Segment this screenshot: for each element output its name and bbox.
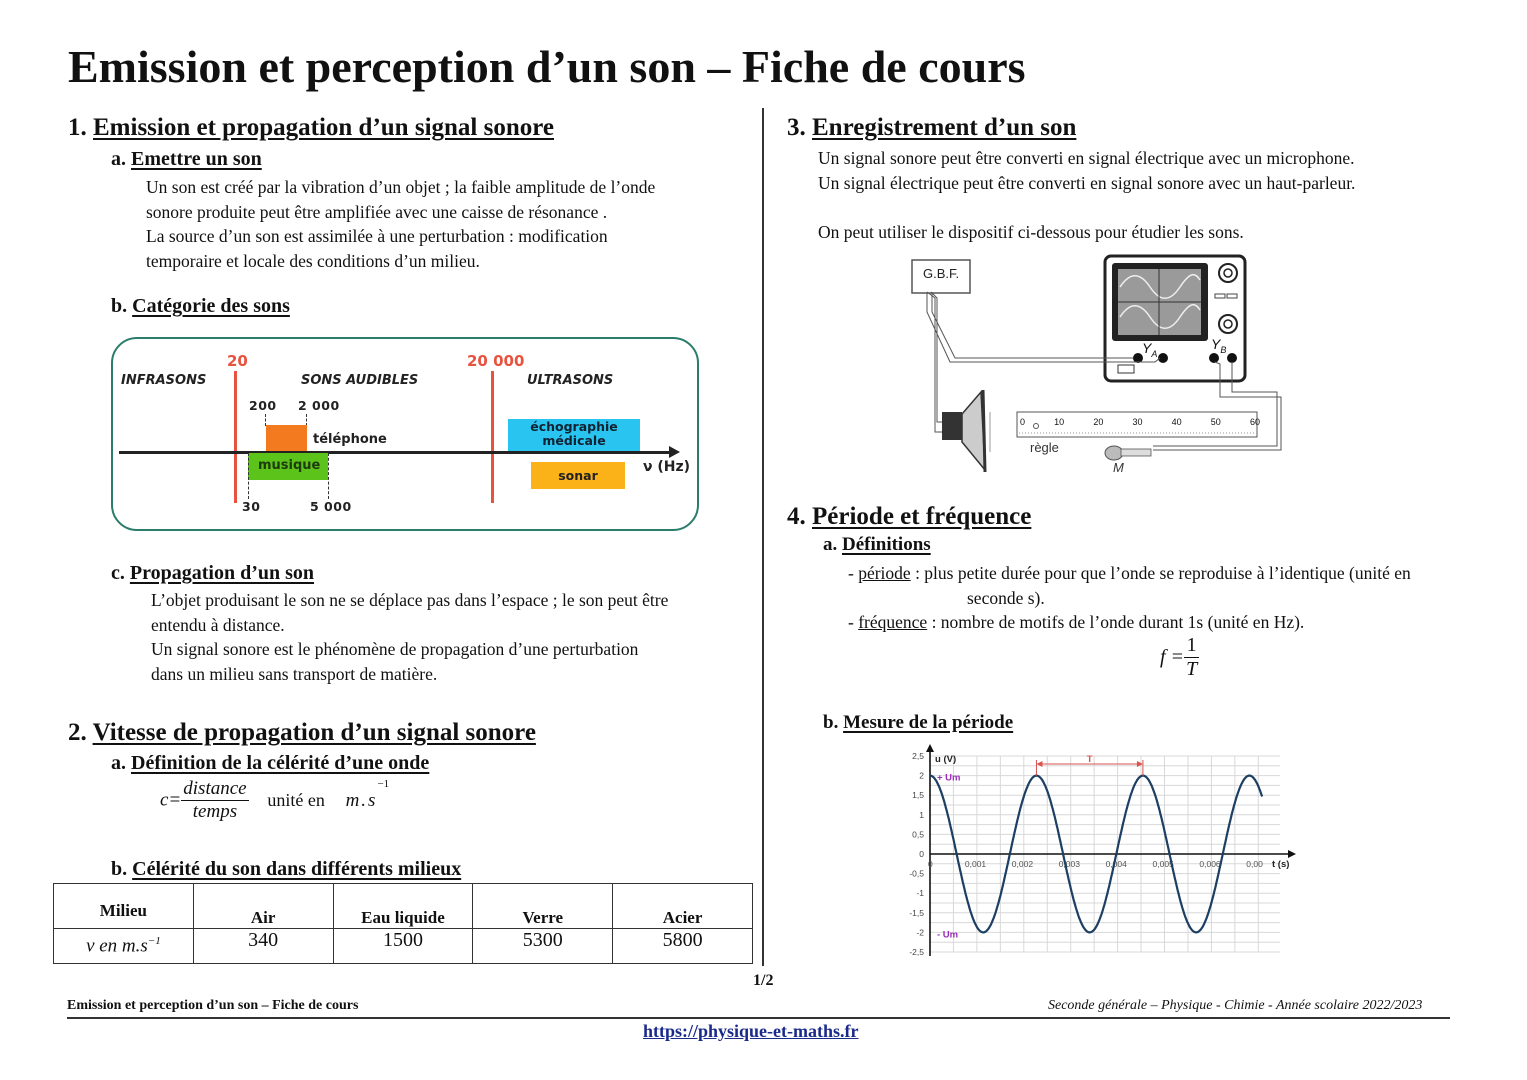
mus-high-label: 5 000	[310, 499, 352, 514]
axis-arrow-icon	[669, 446, 680, 458]
musique-label: musique	[258, 458, 321, 473]
frequency-axis	[119, 451, 671, 454]
celerity-formula: c= $\frac{\text{distance}}{\text{temps}}$ unité en $m.s^{-1}$	[160, 778, 390, 823]
ruler-ticks: 0 10 20 30 40 50 60	[1020, 417, 1260, 427]
limit-low-line	[234, 371, 237, 503]
section-2-heading: 2. Vitesse de propagation d’un signal sonore	[68, 719, 536, 746]
svg-text:0,002: 0,002	[1011, 859, 1034, 869]
table-row	[54, 929, 753, 964]
svg-text:2,5: 2,5	[912, 751, 924, 761]
svg-text:0,5: 0,5	[912, 829, 924, 840]
ruler-label: règle	[1030, 440, 1059, 455]
table-header-cell: Eau liquide	[333, 884, 473, 929]
section-3-text: Un signal sonore peut être converti en signal électrique avec un microphone. Un signal électrique peut être converti en signal sonore avec un haut-parleur. On peut utiliser le dispositif ci-dessous pour étudier les sons.	[818, 148, 1356, 242]
infrasons-label: INFRASONS	[121, 373, 207, 388]
svg-text:2: 2	[919, 770, 924, 781]
table-cell: 340	[193, 929, 333, 964]
mus-high-dash	[328, 453, 329, 499]
table-header-milieu: Milieu	[54, 884, 194, 929]
website-link[interactable]: https://physique-et-maths.fr	[643, 1021, 859, 1041]
svg-text:0,005: 0,005	[1152, 859, 1174, 869]
gbf-label: G.B.F.	[923, 266, 960, 281]
svg-text:0,001: 0,001	[964, 859, 987, 869]
svg-text:t (s): t (s)	[1272, 859, 1290, 870]
page-title: Emission et perception d’un son – Fiche de cours	[68, 41, 1026, 92]
section-4a-heading: a. Définitions	[823, 534, 931, 555]
footer-left: Emission et perception d’un son – Fiche de cours	[67, 998, 359, 1013]
limit-high-label: 20 000	[467, 352, 525, 370]
footer-right: Seconde générale – Physique - Chimie - Année scolaire 2022/2023	[1048, 998, 1423, 1013]
mic-label: M	[1113, 460, 1124, 475]
page-number: 1/2	[753, 972, 774, 989]
setup-illustration	[905, 252, 1285, 477]
svg-text:-1,5: -1,5	[909, 907, 924, 918]
section-1c-heading: c. Propagation d’un son	[111, 562, 315, 584]
section-1c-text: L’objet produisant le son ne se déplace pas dans l’espace ; le son peut être entendu à distance. Un signal sonore est le phénomène de propagation d’une perturbation dans un milieu sans transport de matière.	[151, 590, 669, 684]
section-3-title: Enregistrement d’un son	[812, 114, 1077, 141]
sonar-label: sonar	[558, 468, 598, 483]
section-4b-heading: b. Mesure de la période	[823, 712, 1014, 733]
section-1b-heading: b. Catégorie des sons	[111, 295, 290, 317]
section-4-title: Période et fréquence	[812, 503, 1032, 530]
experimental-setup-diagram	[905, 252, 1285, 477]
table-header-cell: Verre	[473, 884, 613, 929]
svg-text:- Um: - Um	[937, 929, 959, 941]
speed-table	[53, 883, 753, 964]
telephone-band	[266, 425, 307, 451]
audibles-label: SONS AUDIBLES	[301, 373, 419, 388]
periode-term: période	[858, 563, 911, 583]
ultrasons-label: ULTRASONS	[527, 373, 614, 388]
table-cell: 5800	[613, 929, 753, 964]
table-cell: 5300	[473, 929, 613, 964]
axis-label: ν (Hz)	[643, 459, 691, 475]
svg-text:T: T	[1086, 754, 1093, 765]
section-1-title: Emission et propagation d’un signal sonore	[93, 114, 554, 141]
svg-text:0: 0	[919, 849, 924, 859]
table-row	[54, 884, 753, 929]
frequence-term: fréquence	[858, 612, 928, 632]
table-header-cell: Acier	[613, 884, 753, 929]
table-header-cell: Air	[193, 884, 333, 929]
svg-text:+ Um: + Um	[937, 772, 961, 784]
frequency-formula: f = $\frac{1}{T}$	[1160, 634, 1198, 680]
celerity-fraction: $\frac{\text{distance}}{\text{temps}}$	[183, 778, 247, 823]
svg-text:0: 0	[928, 859, 933, 869]
section-1-heading: 1. Emission et propagation d’un signal sonore	[68, 114, 554, 141]
section-2a-heading: a. Définition de la célérité d’une onde	[111, 752, 430, 774]
yb-label: $Y_B$	[1211, 336, 1227, 355]
section-1a-heading: a. Emettre un son	[111, 148, 262, 170]
svg-text:-0,5: -0,5	[909, 868, 924, 879]
mus-low-dash	[248, 453, 249, 499]
limit-high-line	[491, 371, 494, 503]
svg-text:-1: -1	[916, 888, 924, 899]
section-1a-text: Un son est créé par la vibration d’un objet ; la faible amplitude de l’onde sonore produite peut être amplifiée avec une caisse de résonance . La source d’un son est assimilée à une perturbation : modification temporaire et locale des conditions d’un milieu.	[146, 177, 656, 271]
svg-text:u (V): u (V)	[935, 754, 957, 765]
svg-text:0,004: 0,004	[1105, 859, 1127, 869]
echographie-label: échographie médicale	[530, 419, 618, 448]
section-3-heading: 3. Enregistrement d’un son	[787, 114, 1077, 141]
frequency-fraction: $\frac{1}{T}$	[1186, 634, 1198, 680]
footer-divider	[67, 1017, 1450, 1019]
table-cell: 1500	[333, 929, 473, 964]
tel-low-label: 200	[249, 398, 277, 413]
svg-text:0,003: 0,003	[1058, 859, 1080, 869]
tel-high-label: 2 000	[298, 398, 340, 413]
limit-low-label: 20	[227, 352, 248, 370]
ya-label: $Y_A$	[1142, 340, 1158, 359]
section-4a-text: - période : plus petite durée pour que l’onde se reproduise à l’identique (unité en seconde s). - fréquence : nombre de motifs de l’onde durant 1s (unité en Hz).	[848, 563, 1411, 632]
section-4-heading: 4. Période et fréquence	[787, 503, 1032, 530]
svg-text:-2: -2	[916, 927, 924, 938]
svg-text:1: 1	[919, 809, 924, 820]
sine-wave-plot	[900, 742, 1305, 964]
period-chart	[900, 742, 1305, 964]
section-2b-heading: b. Célérité du son dans différents milieux	[111, 858, 462, 880]
telephone-label: téléphone	[313, 432, 387, 447]
svg-text:0,00: 0,00	[1246, 859, 1263, 869]
svg-text:1,5: 1,5	[912, 790, 924, 801]
mus-low-label: 30	[242, 499, 261, 514]
table-row-label: v en $m.s^{-1}$	[54, 929, 194, 964]
section-2-title: Vitesse de propagation d’un signal sonore	[92, 719, 536, 746]
sound-categories-diagram	[111, 337, 699, 531]
svg-text:0,006: 0,006	[1199, 859, 1221, 869]
column-divider	[762, 108, 764, 966]
svg-text:-2,5: -2,5	[909, 947, 924, 957]
